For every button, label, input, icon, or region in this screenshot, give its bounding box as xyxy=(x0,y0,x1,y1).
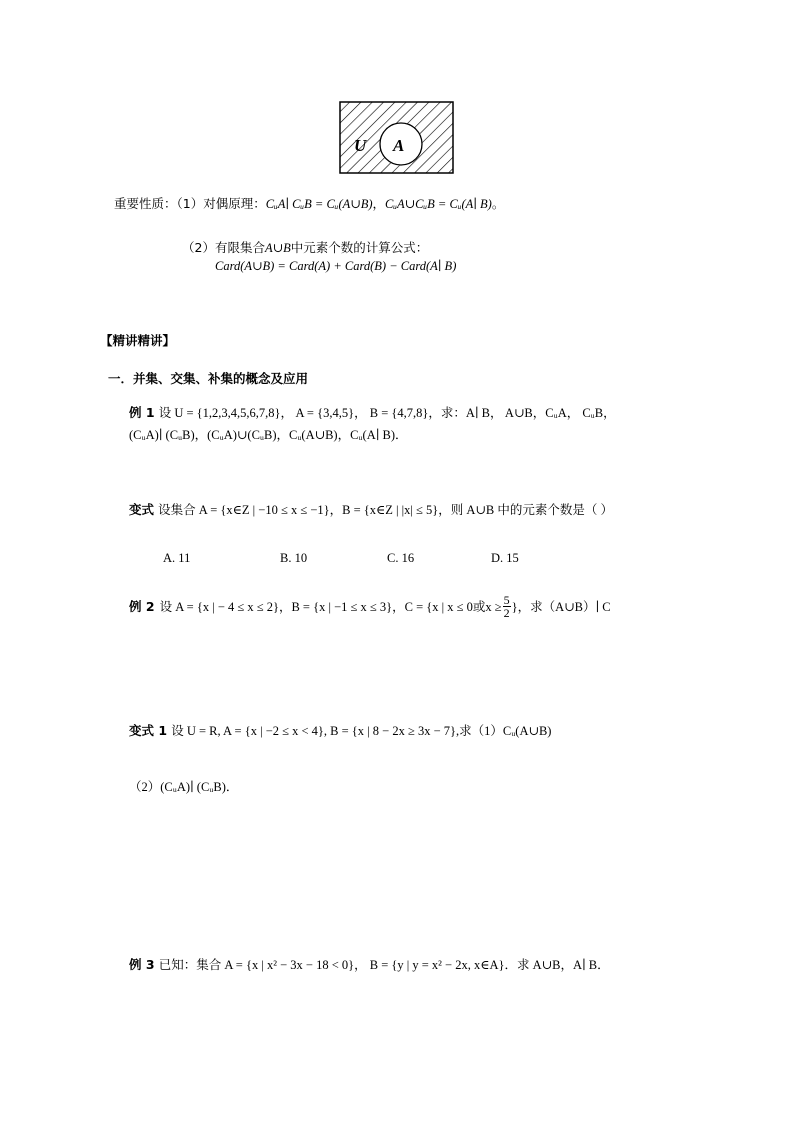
venn-a-label: A xyxy=(393,136,405,155)
venn-diagram xyxy=(339,101,455,175)
example-3-label: 例 3 xyxy=(129,957,155,972)
fraction xyxy=(503,594,511,619)
fraction-numerator: 5 xyxy=(503,593,510,607)
option-c: C. 16 xyxy=(387,551,415,565)
property-1-sep: ， xyxy=(372,196,386,211)
duality-formula-b: CᵤA∪CᵤB = Cᵤ(A∣ B) xyxy=(385,197,492,211)
property-2-num: （2） xyxy=(182,240,215,255)
example-2-line xyxy=(129,594,611,619)
example-1-label: 例 1 xyxy=(129,405,155,420)
option-a: A. 11 xyxy=(163,551,191,565)
venn-u-label: U xyxy=(354,136,367,155)
variant-2-text: 设 U = R, A = {x | −2 ≤ x < 4}, B = {x | 8 − 2x ≥ 3x − 7},求（1）Cᵤ(A∪B) xyxy=(171,724,552,738)
property-2-math: A∪B xyxy=(264,241,291,255)
property-1-num: （1） xyxy=(176,196,204,211)
sub-heading: 一．并集、交集、补集的概念及应用 xyxy=(108,371,309,386)
variant-1-label: 变式 xyxy=(129,502,155,517)
example-3-line xyxy=(129,957,610,974)
example-1-text-1: 设 U = {1,2,3,4,5,6,7,8}， A = {3,4,5}， B = {4,7,8}，求：A∣ B， A∪B，CᵤA， CᵤB， xyxy=(158,406,616,420)
property-1-name: 对偶原理： xyxy=(203,196,266,211)
property-2-line xyxy=(182,240,428,257)
fraction-denominator: 2 xyxy=(503,606,510,620)
duality-formula-a: CᵤA∣ CᵤB = Cᵤ(A∪B) xyxy=(265,197,373,211)
section-heading: 【精讲精讲】 xyxy=(100,333,176,348)
option-d: D. 15 xyxy=(491,551,519,565)
example-3-text: 已知：集合 A = {x | x² − 3x − 18 < 0}， B = {y | y = x² − 2x, x∈A}．求 A∪B，A∣ B． xyxy=(158,958,610,972)
property-1-end: 。 xyxy=(491,196,505,211)
variant-2-label: 变式 1 xyxy=(129,723,168,738)
card-formula: Card(A∪B) = Card(A) + Card(B) − Card(A∣ B) xyxy=(215,259,457,273)
example-2-text-a: 设 A = {x | − 4 ≤ x ≤ 2}，B = {x | −1 ≤ x ≤ 3}，C = {x | x ≤ 0或x ≥ xyxy=(159,599,502,614)
property-2-text-a: 有限集合 xyxy=(214,240,265,255)
variant-1-text: 设集合 A = {x∈Z | −10 ≤ x ≤ −1}，B = {x∈Z | |x| ≤ 5}，则 A∪B 中的元素个数是（ ） xyxy=(158,503,613,517)
example-2-label: 例 2 xyxy=(129,598,155,614)
example-1-line-2: (CᵤA)∣ (CᵤB)，(CᵤA)∪(CᵤB)，Cᵤ(A∪B)，Cᵤ(A∣ B)． xyxy=(129,428,408,442)
variant-2-part-2: （2）(CᵤA)∣ (CᵤB)． xyxy=(129,780,239,794)
property-1-line xyxy=(114,196,504,213)
variant-2-line xyxy=(129,723,551,740)
property-2-text-b: 中元素个数的计算公式： xyxy=(290,240,429,255)
option-b: B. 10 xyxy=(280,551,308,565)
properties-label: 重要性质： xyxy=(114,196,177,211)
example-1-line-1 xyxy=(129,405,616,422)
example-2-text-b: }，求（A∪B）∣ C xyxy=(511,599,611,614)
variant-1-line xyxy=(129,502,613,519)
